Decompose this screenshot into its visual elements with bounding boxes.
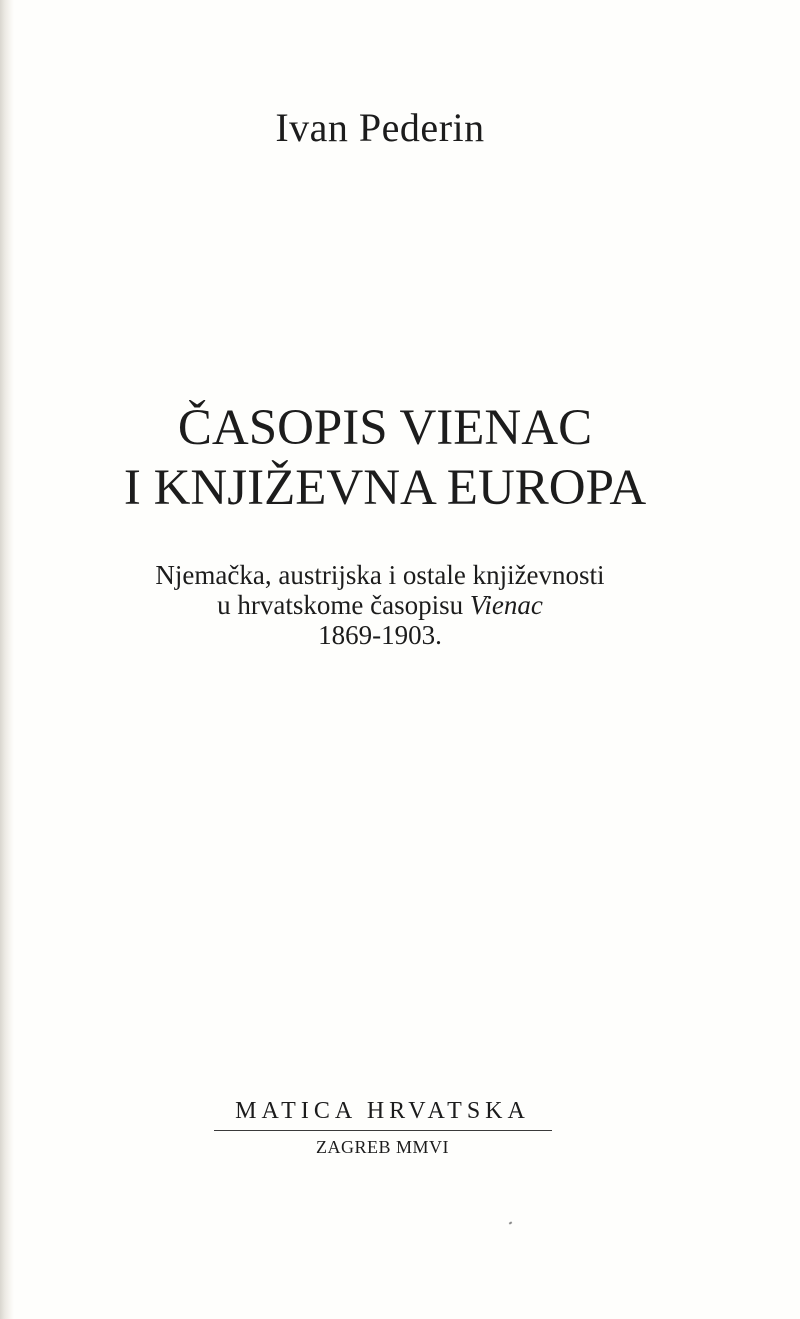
publisher-name: MATICA HRVATSKA (235, 1098, 530, 1124)
publisher-divider (214, 1130, 552, 1131)
subtitle-line-2 (0, 590, 760, 620)
publication-place-year: ZAGREB MMVI (315, 1137, 449, 1157)
book-title-line-1: ČASOPIS VIENAC (177, 400, 593, 456)
author-name: Ivan Pederin (275, 105, 485, 150)
subtitle-years: 1869-1903. (318, 620, 442, 650)
book-title-line-2: I KNJIŽEVNA EUROPA (123, 460, 647, 516)
book-subtitle (0, 560, 760, 650)
subtitle-line-1: Njemačka, austrijska i ostale književnosti (155, 560, 605, 590)
subtitle-journal-name: Vienac (469, 590, 543, 620)
book-title (0, 398, 770, 518)
subtitle-line-2-text: u hrvatskome časopisu (217, 590, 470, 620)
scan-speck (509, 1221, 513, 1224)
